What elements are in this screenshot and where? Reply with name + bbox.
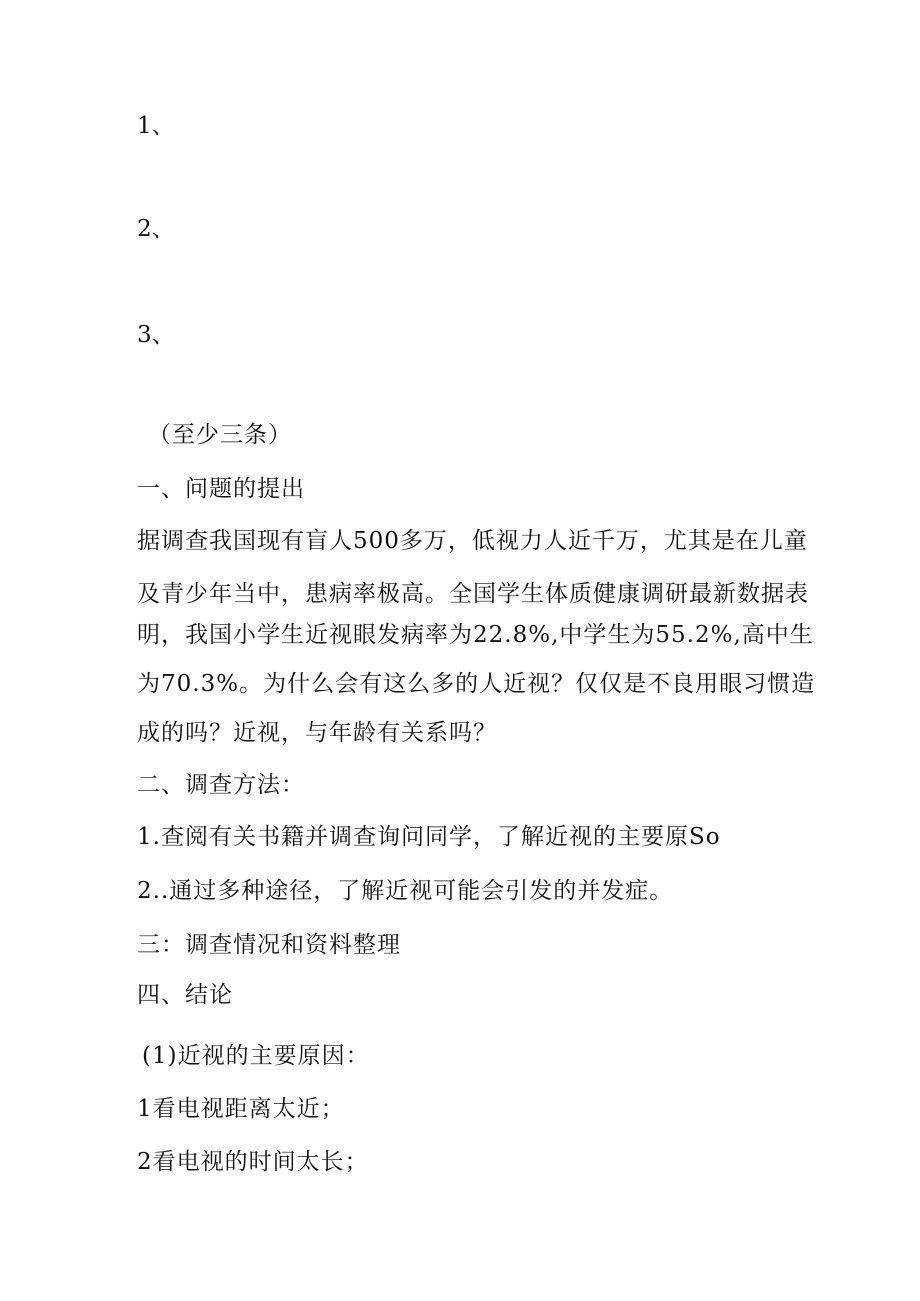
section3-heading: 三：调查情况和资料整理 xyxy=(137,932,401,958)
section2-item-2: 2..通过多种途径，了解近视可能会引发的并发症。 xyxy=(137,878,674,904)
blank-item-2: 2、 xyxy=(137,216,175,242)
section4-subheading: (1)近视的主要原因： xyxy=(142,1043,370,1069)
section4-item-1: 1看电视距离太近； xyxy=(137,1096,345,1122)
section2-heading: 二、调查方法： xyxy=(137,772,305,798)
section1-paragraph-line-5: 成的吗？近视，与年龄有关系吗？ xyxy=(137,720,497,746)
blank-item-3: 3、 xyxy=(137,322,175,348)
section4-heading: 四、结论 xyxy=(137,982,233,1008)
section1-heading: 一、问题的提出 xyxy=(137,476,305,502)
section1-paragraph-line-1: 据调查我国现有盲人500多万，低视力人近千万，尤其是在儿童 xyxy=(137,528,808,554)
section2-item-1: 1.查阅有关书籍并调查询问同学，了解近视的主要原So xyxy=(137,824,721,850)
section1-paragraph-line-3: 明，我国小学生近视眼发病率为22.8%,中学生为55.2%,高中生 xyxy=(137,622,814,648)
section4-item-2: 2看电视的时间太长； xyxy=(137,1149,369,1175)
section1-paragraph-line-4: 为70.3%。为什么会有这么多的人近视？仅仅是不良用眼习惯造 xyxy=(137,671,816,697)
note-at-least-three: （至少三条） xyxy=(148,422,292,448)
blank-item-1: 1、 xyxy=(137,113,175,139)
section1-paragraph-line-2: 及青少年当中，患病率极高。全国学生体质健康调研最新数据表 xyxy=(137,581,809,607)
